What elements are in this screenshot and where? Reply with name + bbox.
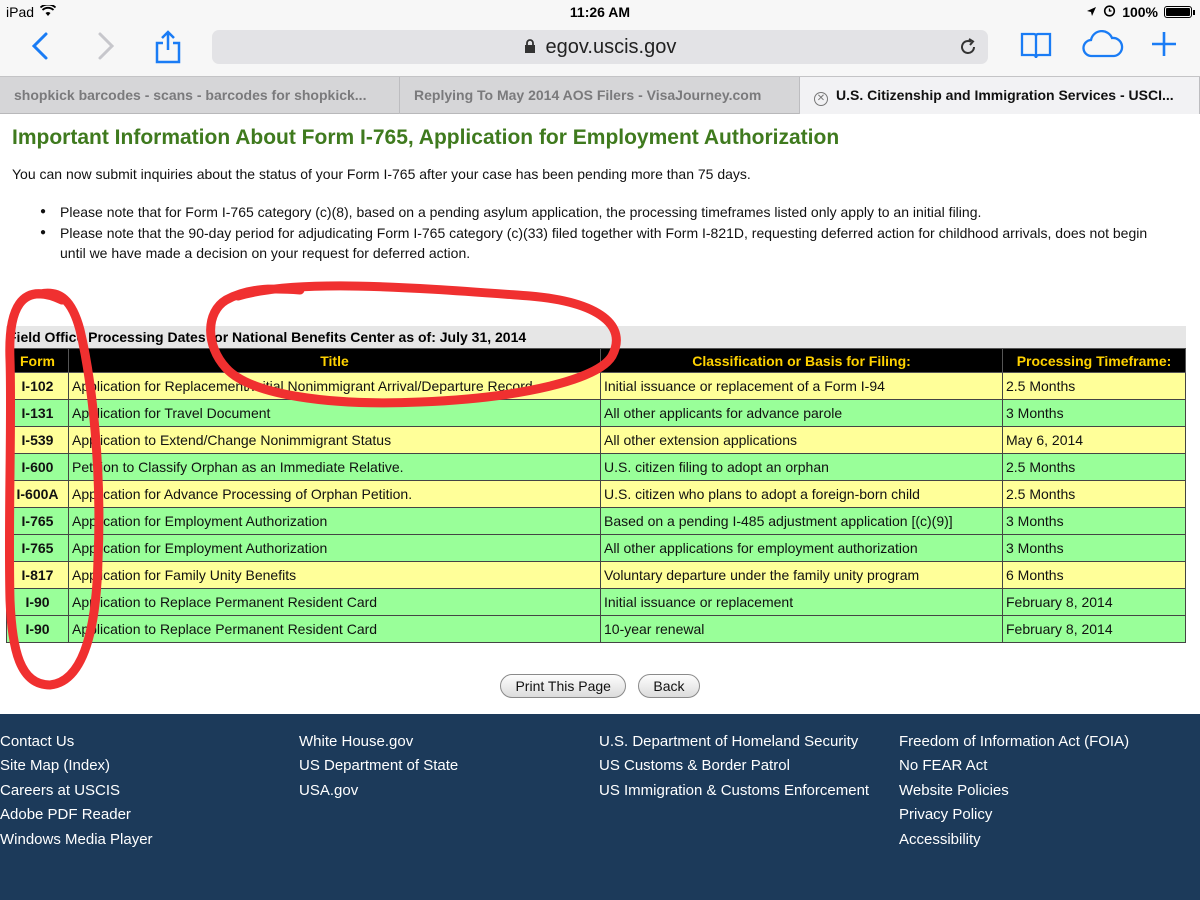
cell-classification: 10-year renewal bbox=[601, 616, 1003, 643]
footer-link[interactable]: US Customs & Border Patrol bbox=[599, 757, 790, 775]
cell-timeframe: 3 Months bbox=[1003, 400, 1186, 427]
table-row bbox=[7, 481, 1186, 508]
share-icon[interactable] bbox=[154, 30, 182, 73]
table-caption: Field Office Processing Dates for National Benefits Center as of: July 31, 2014 bbox=[6, 326, 1186, 348]
status-time: 11:26 AM bbox=[569, 4, 631, 20]
footer-link[interactable]: Accessibility bbox=[899, 830, 981, 848]
cell-timeframe: February 8, 2014 bbox=[1003, 589, 1186, 616]
cell-form: I-817 bbox=[7, 562, 69, 589]
cell-timeframe: 2.5 Months bbox=[1003, 373, 1186, 400]
footer-col-1 bbox=[0, 730, 153, 852]
footer-link[interactable]: Privacy Policy bbox=[899, 806, 993, 824]
bookmarks-icon[interactable] bbox=[1020, 30, 1052, 69]
table-row bbox=[7, 400, 1186, 427]
tab-visajourney[interactable]: Replying To May 2014 AOS Filers - VisaJourney.com bbox=[400, 77, 800, 114]
table-row bbox=[7, 535, 1186, 562]
processing-table bbox=[6, 348, 1186, 643]
new-tab-icon[interactable] bbox=[1150, 30, 1178, 67]
cell-timeframe: 2.5 Months bbox=[1003, 481, 1186, 508]
close-tab-icon[interactable]: ✕ bbox=[814, 92, 828, 106]
cell-title: Application to Replace Permanent Resident Card bbox=[69, 589, 601, 616]
footer-col-4 bbox=[899, 730, 1129, 852]
header-timeframe: Processing Timeframe: bbox=[1003, 349, 1186, 373]
table-header-row bbox=[7, 349, 1186, 373]
cell-form: I-102 bbox=[7, 373, 69, 400]
device-label: iPad bbox=[6, 4, 35, 20]
tab-shopkick[interactable]: shopkick barcodes - scans - barcodes for shopkick... bbox=[0, 77, 400, 114]
cell-title: Application for Advance Processing of Orphan Petition. bbox=[69, 481, 601, 508]
cell-timeframe: 3 Months bbox=[1003, 535, 1186, 562]
url-text: egov.uscis.gov bbox=[545, 36, 677, 58]
cell-title: Application to Replace Permanent Resident Card bbox=[69, 616, 601, 643]
status-bar bbox=[0, 0, 1200, 26]
table-row bbox=[7, 616, 1186, 643]
cell-classification: All other extension applications bbox=[601, 427, 1003, 454]
cell-classification: Initial issuance or replacement bbox=[601, 589, 1003, 616]
back-button[interactable]: Back bbox=[638, 674, 699, 698]
print-page-button[interactable]: Print This Page bbox=[500, 674, 625, 698]
header-form: Form bbox=[7, 349, 69, 373]
footer-link[interactable]: U.S. Department of Homeland Security bbox=[599, 733, 859, 750]
header-title: Title bbox=[69, 349, 601, 373]
tab-uscis[interactable] bbox=[800, 77, 1200, 114]
icloud-tabs-icon[interactable] bbox=[1082, 30, 1124, 69]
page-buttons bbox=[0, 674, 1200, 698]
intro-text: You can now submit inquiries about the status of your Form I-765 after your case has been pending more than 75 days. bbox=[12, 166, 751, 182]
lock-icon bbox=[524, 40, 540, 56]
back-arrow-icon[interactable] bbox=[30, 30, 50, 71]
table-row bbox=[7, 454, 1186, 481]
battery-percent: 100% bbox=[1122, 4, 1158, 20]
tab-bar bbox=[0, 76, 1200, 114]
table-row bbox=[7, 508, 1186, 535]
notes-list bbox=[40, 202, 1170, 264]
footer-link[interactable]: Site Map (Index) bbox=[0, 757, 111, 775]
cell-form: I-90 bbox=[7, 589, 69, 616]
location-arrow-icon bbox=[1086, 4, 1097, 20]
cell-classification: Voluntary departure under the family unity program bbox=[601, 562, 1003, 589]
site-footer bbox=[0, 714, 1200, 900]
header-classification: Classification or Basis for Filing: bbox=[601, 349, 1003, 373]
cell-title: Application for Employment Authorization bbox=[69, 508, 601, 535]
footer-link[interactable]: Adobe PDF Reader bbox=[0, 806, 131, 824]
cell-classification: Based on a pending I-485 adjustment application [(c)(9)] bbox=[601, 508, 1003, 535]
cell-title: Application for Travel Document bbox=[69, 400, 601, 427]
cell-classification: U.S. citizen filing to adopt an orphan bbox=[601, 454, 1003, 481]
cell-form: I-90 bbox=[7, 616, 69, 643]
note-item: ● Please note that the 90-day period for adjudicating Form I-765 category (c)(33) filed together with Form I-821D, requesting deferred action for childhood arrivals, does not begin until we have made a decision on your request for deferred action. bbox=[40, 223, 1170, 263]
footer-col-2 bbox=[299, 730, 458, 803]
footer-link[interactable]: Windows Media Player bbox=[0, 830, 153, 848]
cell-timeframe: February 8, 2014 bbox=[1003, 616, 1186, 643]
table-row bbox=[7, 373, 1186, 400]
cell-form: I-600A bbox=[7, 481, 69, 508]
footer-link[interactable]: USA.gov bbox=[299, 781, 359, 799]
tab-uscis-label: U.S. Citizenship and Immigration Services - USCI... bbox=[836, 87, 1174, 103]
cell-timeframe: May 6, 2014 bbox=[1003, 427, 1186, 454]
cell-title: Petition to Classify Orphan as an Immediate Relative. bbox=[69, 454, 601, 481]
note-item: ● Please note that for Form I-765 category (c)(8), based on a pending asylum application, the processing timeframes listed only apply to an initial filing. bbox=[40, 202, 1170, 222]
footer-link[interactable]: US Department of State bbox=[299, 757, 459, 775]
cell-title: Application for Replacement/Initial Nonimmigrant Arrival/Departure Record bbox=[69, 373, 601, 400]
battery-icon bbox=[1164, 6, 1192, 18]
footer-link[interactable]: Website Policies bbox=[899, 781, 1009, 799]
footer-link[interactable]: US Immigration & Customs Enforcement bbox=[599, 781, 870, 799]
cell-timeframe: 2.5 Months bbox=[1003, 454, 1186, 481]
footer-col-3 bbox=[599, 730, 869, 803]
footer-link[interactable]: White House.gov bbox=[299, 733, 414, 750]
cell-form: I-765 bbox=[7, 508, 69, 535]
address-bar[interactable] bbox=[212, 30, 988, 64]
cell-timeframe: 6 Months bbox=[1003, 562, 1186, 589]
footer-link[interactable]: No FEAR Act bbox=[899, 757, 988, 775]
cell-title: Application for Employment Authorization bbox=[69, 535, 601, 562]
cell-timeframe: 3 Months bbox=[1003, 508, 1186, 535]
cell-classification: All other applicants for advance parole bbox=[601, 400, 1003, 427]
cell-classification: U.S. citizen who plans to adopt a foreign-born child bbox=[601, 481, 1003, 508]
footer-link[interactable]: Freedom of Information Act (FOIA) bbox=[899, 733, 1130, 750]
cell-classification: All other applications for employment authorization bbox=[601, 535, 1003, 562]
table-row bbox=[7, 562, 1186, 589]
web-page bbox=[0, 114, 1200, 714]
cell-form: I-765 bbox=[7, 535, 69, 562]
cell-form: I-539 bbox=[7, 427, 69, 454]
forward-arrow-icon[interactable] bbox=[96, 30, 116, 71]
reload-icon[interactable] bbox=[958, 30, 978, 67]
footer-link[interactable]: Careers at USCIS bbox=[0, 781, 121, 799]
cell-classification: Initial issuance or replacement of a Form I-94 bbox=[601, 373, 1003, 400]
cell-form: I-600 bbox=[7, 454, 69, 481]
alarm-icon bbox=[1103, 4, 1116, 20]
table-row bbox=[7, 427, 1186, 454]
cell-form: I-131 bbox=[7, 400, 69, 427]
table-row bbox=[7, 589, 1186, 616]
footer-link[interactable]: Contact Us bbox=[0, 733, 75, 750]
status-right bbox=[1086, 4, 1192, 20]
cell-title: Application for Family Unity Benefits bbox=[69, 562, 601, 589]
cell-title: Application to Extend/Change Nonimmigrant Status bbox=[69, 427, 601, 454]
page-title: Important Information About Form I-765, Application for Employment Authorization bbox=[12, 126, 840, 149]
browser-toolbar bbox=[0, 26, 1200, 76]
